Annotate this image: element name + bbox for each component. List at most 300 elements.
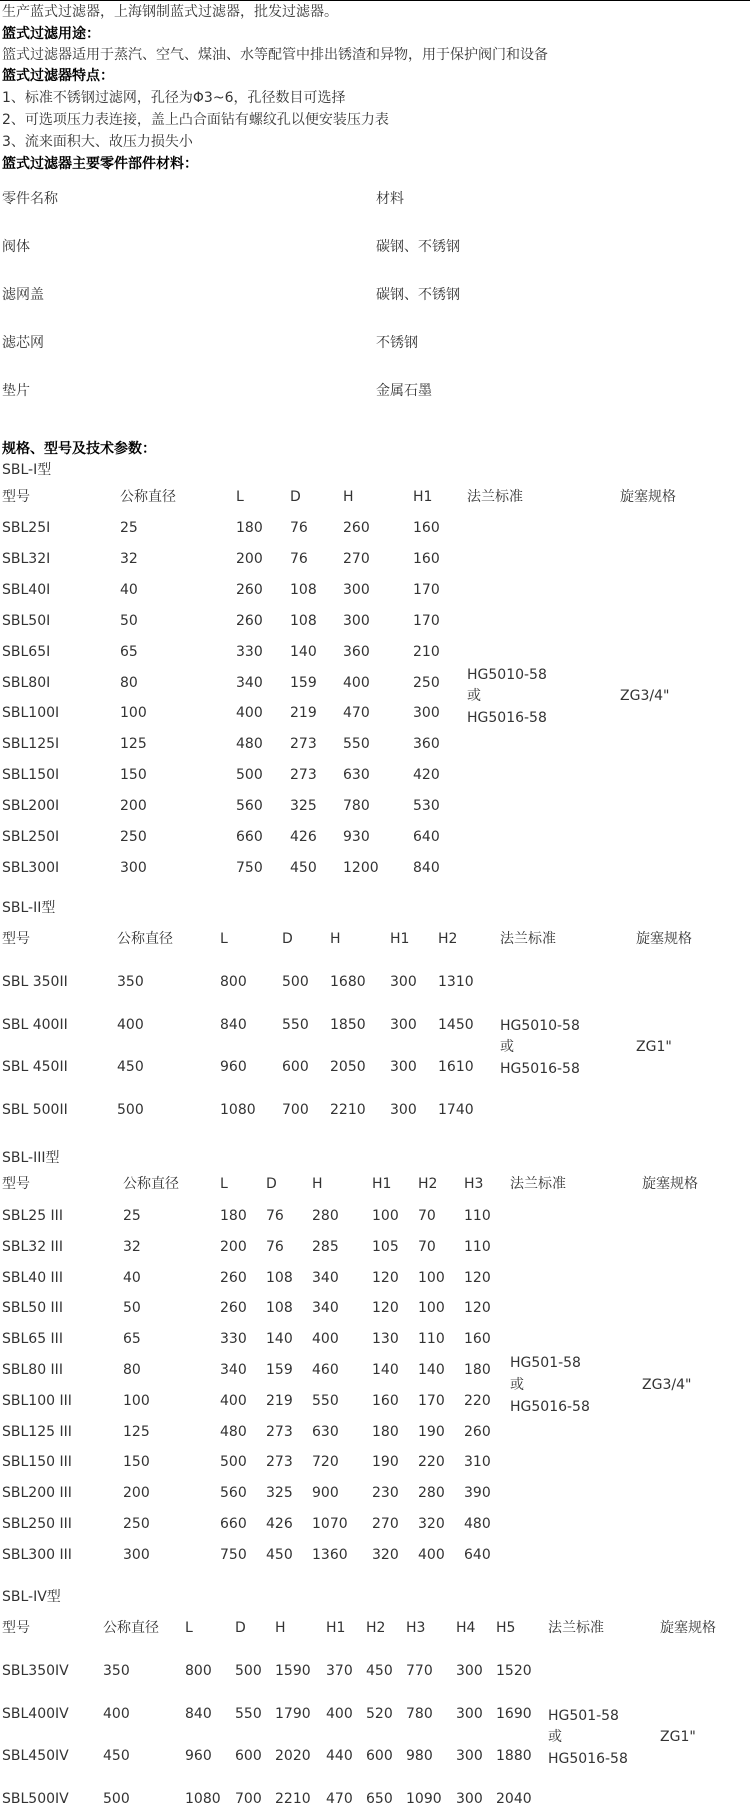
type2-cell: 300 [390, 1102, 417, 1118]
type1-cell: 260 [236, 613, 263, 629]
type3-cell: 180 [372, 1424, 399, 1440]
type1-plug-spec: ZG3/4" [620, 688, 670, 704]
type4-cell: 500 [235, 1663, 262, 1679]
type4-cell: SBL400IV [2, 1706, 69, 1722]
type3-cell: 130 [372, 1331, 399, 1347]
type3-cell: 110 [464, 1208, 491, 1224]
type3-plug-spec: ZG3/4" [642, 1377, 692, 1393]
type4-cell: 780 [406, 1706, 433, 1722]
type3-cell: 100 [372, 1208, 399, 1224]
type1-cell: 360 [343, 644, 370, 660]
type4-cell: 960 [185, 1748, 212, 1764]
type1-cell: 300 [343, 582, 370, 598]
type1-cell: 108 [290, 613, 317, 629]
type1-cell: 80 [120, 675, 138, 691]
type4-header-cell: 公称直径 [103, 1620, 159, 1636]
type4-cell: 550 [235, 1706, 262, 1722]
type3-cell: 450 [266, 1547, 293, 1563]
type1-flange-standard: HG5016-58 [467, 710, 547, 726]
type3-header-cell: 法兰标准 [510, 1176, 566, 1192]
type3-cell: 76 [266, 1239, 284, 1255]
type3-cell: 150 [123, 1454, 150, 1470]
type2-cell: 400 [117, 1017, 144, 1033]
type3-cell: 100 [418, 1270, 445, 1286]
type3-header-cell: H1 [372, 1176, 392, 1192]
type3-cell: 310 [464, 1454, 491, 1470]
type3-cell: 330 [220, 1331, 247, 1347]
type3-cell: 50 [123, 1300, 141, 1316]
type2-cell: SBL 350II [2, 974, 68, 990]
type3-cell: 340 [220, 1362, 247, 1378]
type2-plug-spec: ZG1" [636, 1039, 672, 1055]
type2-title: SBL-II型 [2, 900, 56, 916]
type2-cell: 960 [220, 1059, 247, 1075]
type2-header-cell: 公称直径 [117, 931, 173, 947]
type1-cell: SBL50I [2, 613, 51, 629]
type3-cell: 80 [123, 1362, 141, 1378]
type3-cell: 140 [418, 1362, 445, 1378]
type4-cell: 300 [456, 1706, 483, 1722]
type3-cell: 280 [418, 1485, 445, 1501]
type1-cell: SBL200I [2, 798, 60, 814]
type3-cell: 273 [266, 1454, 293, 1470]
type1-cell: 560 [236, 798, 263, 814]
type2-cell: 2050 [330, 1059, 366, 1075]
type3-cell: 120 [464, 1270, 491, 1286]
type1-cell: 260 [236, 582, 263, 598]
usage-heading: 篮式过滤用途： [2, 26, 100, 42]
type3-header-cell: 公称直径 [123, 1176, 179, 1192]
type2-cell: 800 [220, 974, 247, 990]
type2-header-cell: 型号 [2, 931, 30, 947]
type3-cell: SBL250 III [2, 1516, 72, 1532]
type4-cell: 770 [406, 1663, 433, 1679]
type3-cell: 200 [123, 1485, 150, 1501]
type4-title: SBL-IV型 [2, 1589, 61, 1605]
type4-cell: 1690 [496, 1706, 532, 1722]
type1-cell: SBL80I [2, 675, 51, 691]
type2-cell: 550 [282, 1017, 309, 1033]
type4-cell: 1590 [275, 1663, 311, 1679]
type3-header-cell: 型号 [2, 1176, 30, 1192]
type3-cell: SBL80 III [2, 1362, 63, 1378]
type3-cell: 200 [220, 1239, 247, 1255]
type3-cell: 220 [464, 1393, 491, 1409]
type3-cell: 340 [312, 1270, 339, 1286]
feature-item-2: 2、可选项压力表连接，盖上凸合面钻有螺纹孔以便安装压力表 [2, 112, 389, 128]
type1-cell: 200 [120, 798, 147, 814]
type3-header-cell: L [220, 1176, 228, 1192]
type4-cell: 300 [456, 1748, 483, 1764]
type4-flange-standard: 或 [548, 1729, 562, 1745]
type3-cell: 110 [464, 1239, 491, 1255]
type4-cell: 600 [235, 1748, 262, 1764]
type3-cell: 25 [123, 1208, 141, 1224]
feature-item-1: 1、标准不锈钢过滤网，孔径为Φ3~6，孔径数目可选择 [2, 90, 346, 106]
parts-table-cell: 滤网盖 [2, 287, 44, 303]
type1-cell: SBL150I [2, 767, 60, 783]
type1-cell: 450 [290, 860, 317, 876]
specs-heading: 规格、型号及技术参数： [2, 441, 156, 457]
type1-cell: 25 [120, 520, 138, 536]
type3-cell: 273 [266, 1424, 293, 1440]
type4-flange-standard: HG5016-58 [548, 1751, 628, 1767]
type4-cell: 2040 [496, 1791, 532, 1807]
type3-cell: SBL40 III [2, 1270, 63, 1286]
type3-header-cell: H [312, 1176, 323, 1192]
type3-cell: 750 [220, 1547, 247, 1563]
type3-cell: 190 [418, 1424, 445, 1440]
parts-header-cell: 零件名称 [2, 191, 58, 207]
type4-header-cell: 型号 [2, 1620, 30, 1636]
type1-cell: 250 [413, 675, 440, 691]
type4-header-cell: 旋塞规格 [660, 1620, 716, 1636]
type1-header-cell: L [236, 489, 244, 505]
type1-cell: 340 [236, 675, 263, 691]
type3-cell: 40 [123, 1270, 141, 1286]
type3-header-cell: 旋塞规格 [642, 1176, 698, 1192]
type4-cell: 450 [103, 1748, 130, 1764]
type4-cell: 440 [326, 1748, 353, 1764]
type1-cell: 160 [413, 520, 440, 536]
parts-table-cell: 碳钢、不锈钢 [376, 239, 460, 255]
parts-table-cell: 不锈钢 [376, 335, 418, 351]
type2-cell: 450 [117, 1059, 144, 1075]
parts-table-cell: 阀体 [2, 239, 30, 255]
type1-cell: 210 [413, 644, 440, 660]
type4-cell: SBL500IV [2, 1791, 69, 1807]
features-heading: 篮式过滤器特点： [2, 68, 114, 84]
type1-cell: 32 [120, 551, 138, 567]
type2-flange-standard: HG5010-58 [500, 1018, 580, 1034]
type1-cell: 273 [290, 767, 317, 783]
type1-header-cell: 旋塞规格 [620, 489, 676, 505]
type1-cell: SBL100I [2, 705, 60, 721]
type1-cell: 40 [120, 582, 138, 598]
type3-header-cell: H2 [418, 1176, 438, 1192]
type3-cell: 170 [418, 1393, 445, 1409]
type4-cell: 1880 [496, 1748, 532, 1764]
type4-flange-standard: HG501-58 [548, 1708, 619, 1724]
type4-cell: 500 [103, 1791, 130, 1807]
type3-cell: 270 [372, 1516, 399, 1532]
type3-header-cell: D [266, 1176, 277, 1192]
type3-cell: 190 [372, 1454, 399, 1470]
type3-cell: 320 [372, 1547, 399, 1563]
type1-cell: 400 [343, 675, 370, 691]
type2-cell: 1740 [438, 1102, 474, 1118]
type4-cell: 1090 [406, 1791, 442, 1807]
type3-cell: 76 [266, 1208, 284, 1224]
parts-header-cell: 材料 [376, 191, 404, 207]
type3-cell: 105 [372, 1239, 399, 1255]
type3-cell: 320 [418, 1516, 445, 1532]
type3-cell: 400 [312, 1331, 339, 1347]
parts-table-cell: 垫片 [2, 383, 30, 399]
type3-cell: SBL125 III [2, 1424, 72, 1440]
type4-header-cell: L [185, 1620, 193, 1636]
type3-cell: 120 [372, 1300, 399, 1316]
type4-cell: SBL350IV [2, 1663, 69, 1679]
type3-cell: 65 [123, 1331, 141, 1347]
type4-cell: 1790 [275, 1706, 311, 1722]
type3-cell: 1070 [312, 1516, 348, 1532]
type1-cell: SBL250I [2, 829, 60, 845]
type3-cell: 160 [372, 1393, 399, 1409]
type1-cell: 140 [290, 644, 317, 660]
intro-text: 生产蓝式过滤器，上海钢制蓝式过滤器，批发过滤器。 [2, 4, 338, 20]
type4-cell: 2210 [275, 1791, 311, 1807]
type3-cell: 110 [418, 1331, 445, 1347]
type3-cell: 260 [220, 1300, 247, 1316]
type4-cell: 1520 [496, 1663, 532, 1679]
type4-header-cell: H1 [326, 1620, 346, 1636]
type3-cell: SBL100 III [2, 1393, 72, 1409]
type3-cell: 100 [123, 1393, 150, 1409]
type2-cell: 840 [220, 1017, 247, 1033]
type3-cell: 70 [418, 1208, 436, 1224]
type2-cell: 700 [282, 1102, 309, 1118]
type1-cell: 840 [413, 860, 440, 876]
type3-cell: 140 [372, 1362, 399, 1378]
type3-cell: 390 [464, 1485, 491, 1501]
type4-cell: 520 [366, 1706, 393, 1722]
type3-cell: 180 [464, 1362, 491, 1378]
type3-cell: 400 [418, 1547, 445, 1563]
type1-cell: 750 [236, 860, 263, 876]
type4-header-cell: H [275, 1620, 286, 1636]
type2-header-cell: H [330, 931, 341, 947]
type1-cell: 325 [290, 798, 317, 814]
type4-cell: SBL450IV [2, 1748, 69, 1764]
type3-cell: 260 [464, 1424, 491, 1440]
type2-cell: 1450 [438, 1017, 474, 1033]
type3-cell: SBL50 III [2, 1300, 63, 1316]
type1-cell: 470 [343, 705, 370, 721]
type1-header-cell: H [343, 489, 354, 505]
type3-header-cell: H3 [464, 1176, 484, 1192]
type1-cell: 400 [236, 705, 263, 721]
type1-title: SBL-I型 [2, 462, 52, 478]
type1-cell: 1200 [343, 860, 379, 876]
type1-cell: 65 [120, 644, 138, 660]
type1-cell: 260 [343, 520, 370, 536]
type3-flange-standard: HG5016-58 [510, 1399, 590, 1415]
type3-flange-standard: HG501-58 [510, 1355, 581, 1371]
type4-cell: 700 [235, 1791, 262, 1807]
type2-cell: 1310 [438, 974, 474, 990]
type1-cell: 76 [290, 520, 308, 536]
type1-cell: 780 [343, 798, 370, 814]
type1-cell: SBL300I [2, 860, 60, 876]
type1-cell: 300 [343, 613, 370, 629]
type1-cell: 530 [413, 798, 440, 814]
type3-cell: 100 [418, 1300, 445, 1316]
type1-cell: 160 [413, 551, 440, 567]
type1-cell: SBL65I [2, 644, 51, 660]
type3-cell: 159 [266, 1362, 293, 1378]
type1-header-cell: 法兰标准 [467, 489, 523, 505]
type2-cell: 1850 [330, 1017, 366, 1033]
type4-cell: 450 [366, 1663, 393, 1679]
type1-cell: SBL32I [2, 551, 51, 567]
type2-cell: 1080 [220, 1102, 256, 1118]
type3-cell: 426 [266, 1516, 293, 1532]
type3-cell: 108 [266, 1300, 293, 1316]
type3-cell: 325 [266, 1485, 293, 1501]
type2-cell: 1610 [438, 1059, 474, 1075]
type3-cell: 160 [464, 1331, 491, 1347]
type1-cell: 200 [236, 551, 263, 567]
type4-cell: 600 [366, 1748, 393, 1764]
type1-cell: 170 [413, 613, 440, 629]
type4-header-cell: H2 [366, 1620, 386, 1636]
type2-cell: 350 [117, 974, 144, 990]
type4-cell: 800 [185, 1663, 212, 1679]
type3-cell: SBL65 III [2, 1331, 63, 1347]
type2-cell: SBL 500II [2, 1102, 68, 1118]
usage-text: 篮式过滤器适用于蒸汽、空气、煤油、水等配管中排出锈渣和异物，用于保护阀门和设备 [2, 47, 548, 63]
type1-cell: 219 [290, 705, 317, 721]
type3-cell: 1360 [312, 1547, 348, 1563]
type1-cell: 180 [236, 520, 263, 536]
type1-cell: 250 [120, 829, 147, 845]
type3-cell: 260 [220, 1270, 247, 1286]
type2-header-cell: 法兰标准 [500, 931, 556, 947]
type1-cell: 426 [290, 829, 317, 845]
type1-cell: 76 [290, 551, 308, 567]
type3-cell: 230 [372, 1485, 399, 1501]
type1-header-cell: 公称直径 [120, 489, 176, 505]
type3-cell: 640 [464, 1547, 491, 1563]
type1-cell: 150 [120, 767, 147, 783]
type3-cell: 280 [312, 1208, 339, 1224]
type1-flange-standard: 或 [467, 688, 481, 704]
type4-header-cell: 法兰标准 [548, 1620, 604, 1636]
type2-cell: SBL 450II [2, 1059, 68, 1075]
type3-cell: 32 [123, 1239, 141, 1255]
type2-header-cell: D [282, 931, 293, 947]
type3-cell: 400 [220, 1393, 247, 1409]
type4-header-cell: H4 [456, 1620, 476, 1636]
type1-cell: 300 [120, 860, 147, 876]
type3-cell: 550 [312, 1393, 339, 1409]
type4-cell: 470 [326, 1791, 353, 1807]
type2-cell: 300 [390, 974, 417, 990]
type3-cell: 140 [266, 1331, 293, 1347]
type3-cell: 108 [266, 1270, 293, 1286]
type3-cell: SBL32 III [2, 1239, 63, 1255]
type3-cell: SBL200 III [2, 1485, 72, 1501]
type3-cell: 250 [123, 1516, 150, 1532]
type1-cell: 360 [413, 736, 440, 752]
type1-cell: 125 [120, 736, 147, 752]
type3-cell: 220 [418, 1454, 445, 1470]
type1-cell: 480 [236, 736, 263, 752]
type3-cell: 460 [312, 1362, 339, 1378]
type3-cell: 219 [266, 1393, 293, 1409]
type3-cell: 125 [123, 1424, 150, 1440]
type2-header-cell: H2 [438, 931, 458, 947]
type2-cell: 1680 [330, 974, 366, 990]
parts-table-cell: 碳钢、不锈钢 [376, 287, 460, 303]
type2-cell: 600 [282, 1059, 309, 1075]
type1-cell: 170 [413, 582, 440, 598]
type4-cell: 980 [406, 1748, 433, 1764]
type3-cell: 285 [312, 1239, 339, 1255]
type4-header-cell: H5 [496, 1620, 516, 1636]
type1-cell: 420 [413, 767, 440, 783]
type2-flange-standard: HG5016-58 [500, 1061, 580, 1077]
type1-header-cell: 型号 [2, 489, 30, 505]
type4-cell: 2020 [275, 1748, 311, 1764]
type3-cell: 120 [372, 1270, 399, 1286]
type1-cell: 550 [343, 736, 370, 752]
type1-header-cell: H1 [413, 489, 433, 505]
type2-cell: SBL 400II [2, 1017, 68, 1033]
type4-cell: 400 [326, 1706, 353, 1722]
type4-header-cell: D [235, 1620, 246, 1636]
type1-cell: SBL40I [2, 582, 51, 598]
type2-cell: 500 [117, 1102, 144, 1118]
type2-cell: 300 [390, 1059, 417, 1075]
type3-cell: 500 [220, 1454, 247, 1470]
parts-table-cell: 滤芯网 [2, 335, 44, 351]
type4-cell: 350 [103, 1663, 130, 1679]
type2-cell: 2210 [330, 1102, 366, 1118]
type3-cell: 560 [220, 1485, 247, 1501]
type1-cell: 270 [343, 551, 370, 567]
type1-cell: SBL125I [2, 736, 60, 752]
type1-cell: 273 [290, 736, 317, 752]
type2-header-cell: H1 [390, 931, 410, 947]
parts-table-cell: 金属石墨 [376, 383, 432, 399]
type1-cell: 930 [343, 829, 370, 845]
type1-cell: 300 [413, 705, 440, 721]
type1-cell: 159 [290, 675, 317, 691]
type1-flange-standard: HG5010-58 [467, 667, 547, 683]
type2-header-cell: 旋塞规格 [636, 931, 692, 947]
type4-plug-spec: ZG1" [660, 1729, 696, 1745]
type1-cell: 640 [413, 829, 440, 845]
top-rule [0, 0, 750, 1]
type3-title: SBL-III型 [2, 1150, 60, 1166]
feature-item-3: 3、流来面积大、故压力损失小 [2, 134, 193, 150]
type3-cell: 630 [312, 1424, 339, 1440]
type4-cell: 400 [103, 1706, 130, 1722]
type1-cell: 50 [120, 613, 138, 629]
type2-cell: 500 [282, 974, 309, 990]
type3-cell: 340 [312, 1300, 339, 1316]
type4-header-cell: H3 [406, 1620, 426, 1636]
type2-flange-standard: 或 [500, 1039, 514, 1055]
type1-cell: 630 [343, 767, 370, 783]
type3-cell: 720 [312, 1454, 339, 1470]
type3-cell: SBL25 III [2, 1208, 63, 1224]
type3-cell: 480 [220, 1424, 247, 1440]
type3-cell: 900 [312, 1485, 339, 1501]
type1-cell: SBL25I [2, 520, 51, 536]
type3-cell: SBL300 III [2, 1547, 72, 1563]
type4-cell: 300 [456, 1663, 483, 1679]
type1-cell: 660 [236, 829, 263, 845]
type1-cell: 108 [290, 582, 317, 598]
type3-cell: 120 [464, 1300, 491, 1316]
type4-cell: 370 [326, 1663, 353, 1679]
type3-cell: 180 [220, 1208, 247, 1224]
type1-header-cell: D [290, 489, 301, 505]
parts-heading: 篮式过滤器主要零件部件材料： [2, 156, 198, 172]
